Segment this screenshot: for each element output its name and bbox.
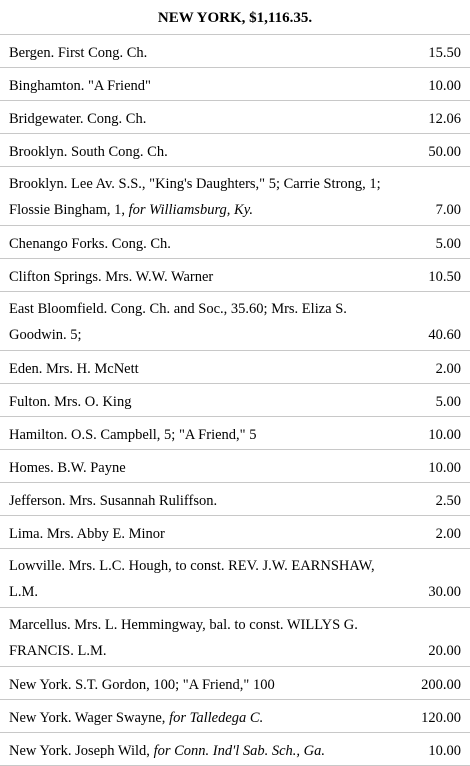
entry-amount: 5.00	[435, 394, 461, 410]
entry-amount: 7.00	[435, 202, 461, 218]
entry-description: Fulton. Mrs. O. King	[9, 394, 132, 410]
entry-description: Bridgewater. Cong. Ch.	[9, 111, 147, 127]
table-row	[0, 608, 470, 667]
table-row	[0, 292, 470, 351]
entry-description: Jefferson. Mrs. Susannah Ruliffson.	[9, 493, 218, 509]
table-row	[0, 384, 470, 417]
entry-amount: 5.00	[435, 236, 461, 252]
entry-amount: 20.00	[428, 643, 461, 659]
entry-amount: 2.00	[435, 361, 461, 377]
entry-description: Lowville. Mrs. L.C. Hough, to const. REV. J.W. EARNSHAW, L.M.	[9, 558, 375, 600]
entry-text: New York. Joseph Wild,	[9, 743, 154, 759]
entry-amount: 10.00	[428, 743, 461, 759]
table-row	[0, 226, 470, 259]
entry-description: Lima. Mrs. Abby E. Minor	[9, 526, 165, 542]
entry-amount: 50.00	[428, 144, 461, 160]
entry-description: Chenango Forks. Cong. Ch.	[9, 236, 171, 252]
entry-description: Binghamton. "A Friend"	[9, 78, 151, 94]
entry-description: Homes. B.W. Payne	[9, 460, 126, 476]
table-row	[0, 134, 470, 167]
table-row	[0, 667, 470, 700]
entry-description: Bergen. First Cong. Ch.	[9, 45, 148, 61]
entry-amount: 2.00	[435, 526, 461, 542]
table-row	[0, 35, 470, 68]
entry-text: New York. Wager Swayne,	[9, 710, 170, 726]
entry-amount: 15.50	[428, 45, 461, 61]
entry-description: Eden. Mrs. H. McNett	[9, 361, 139, 377]
entry-amount: 30.00	[428, 584, 461, 600]
entry-amount: 12.06	[428, 111, 461, 127]
entry-designation: for Talledega C.	[169, 710, 264, 726]
entry-description: Marcellus. Mrs. L. Hemmingway, bal. to const. WILLYS G. FRANCIS. L.M.	[9, 617, 358, 659]
donations-table	[0, 35, 470, 766]
entry-amount: 120.00	[421, 710, 461, 726]
table-row	[0, 167, 470, 226]
entry-amount: 10.00	[428, 427, 461, 443]
entry-description: Hamilton. O.S. Campbell, 5; "A Friend," 5	[9, 427, 257, 443]
entry-description: Brooklyn. South Cong. Ch.	[9, 144, 168, 160]
entry-amount: 10.50	[428, 269, 461, 285]
entry-text: Brooklyn. Lee Av. S.S., "King's Daughters," 5; Carrie Strong, 1; Flossie Bingham, 1,	[9, 176, 381, 218]
entry-description: Clifton Springs. Mrs. W.W. Warner	[9, 269, 214, 285]
table-row	[0, 549, 470, 608]
table-row	[0, 733, 470, 766]
table-row	[0, 483, 470, 516]
entry-amount: 2.50	[435, 493, 461, 509]
entry-description: New York. S.T. Gordon, 100; "A Friend," 100	[9, 677, 275, 693]
entry-description: East Bloomfield. Cong. Ch. and Soc., 35.60; Mrs. Eliza S. Goodwin. 5;	[9, 301, 347, 343]
entry-description	[0, 733, 391, 766]
table-row	[0, 259, 470, 292]
entry-amount: 200.00	[421, 677, 461, 693]
entry-amount: 40.60	[428, 327, 461, 343]
table-row	[0, 516, 470, 549]
table-row	[0, 450, 470, 483]
entry-description	[0, 700, 391, 733]
table-row	[0, 417, 470, 450]
table-row	[0, 351, 470, 384]
entry-amount: 10.00	[428, 460, 461, 476]
section-heading: NEW YORK, $1,116.35.	[0, 0, 470, 35]
table-row	[0, 101, 470, 134]
entry-description	[0, 167, 391, 226]
entry-designation: for Conn. Ind'l Sab. Sch., Ga.	[153, 743, 326, 759]
table-row	[0, 700, 470, 733]
table-row	[0, 68, 470, 101]
entry-amount: 10.00	[428, 78, 461, 94]
entry-designation: for Williamsburg, Ky.	[128, 202, 253, 218]
